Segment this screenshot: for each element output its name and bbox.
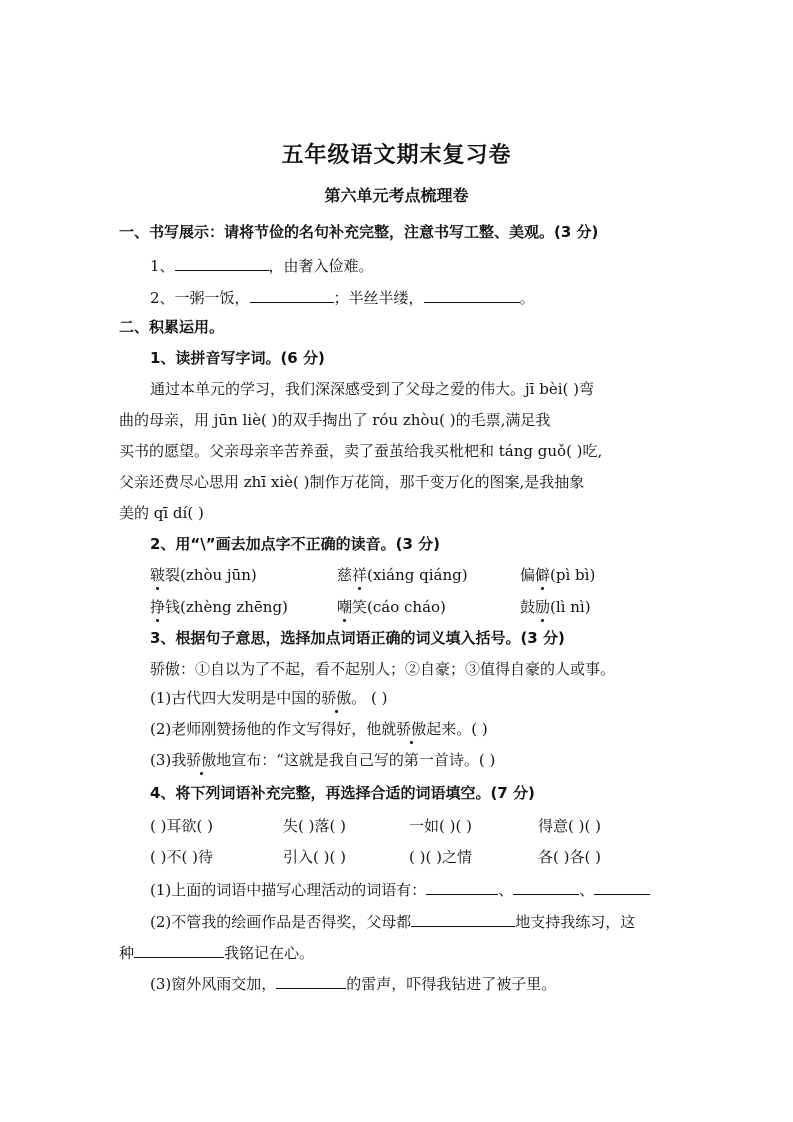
sentence-text: 种 bbox=[119, 944, 135, 962]
section-2-heading: 二、积累运用。 bbox=[119, 318, 225, 336]
sec1-q1-blank[interactable] bbox=[175, 254, 269, 271]
pinyin-options[interactable]: (zhèng zhēng) bbox=[180, 598, 288, 616]
dotted-char: 挣 bbox=[150, 598, 166, 616]
pronunciation-item bbox=[337, 564, 468, 585]
dotted-char: 嘲 bbox=[337, 598, 353, 616]
sentence-text: (3)窗外风雨交加， bbox=[150, 975, 277, 993]
sentence-1 bbox=[150, 688, 388, 708]
pronunciation-item bbox=[520, 564, 595, 585]
sentence-2 bbox=[150, 719, 488, 739]
separator: 、 bbox=[579, 881, 595, 899]
answer-blank[interactable] bbox=[276, 972, 346, 989]
word-char: 钱 bbox=[165, 598, 181, 616]
word-char: 慈 bbox=[337, 566, 353, 584]
word-char: 裂 bbox=[165, 566, 181, 584]
pinyin-options[interactable]: (xiáng qiáng) bbox=[367, 566, 468, 584]
word-char: 偏 bbox=[520, 566, 536, 584]
word-char: 笑 bbox=[352, 598, 368, 616]
dotted-char: 皲 bbox=[150, 566, 166, 584]
dotted-char: 僻 bbox=[535, 566, 551, 584]
idiom-fill[interactable]: 各( )各( ) bbox=[538, 848, 601, 866]
idiom-fill[interactable]: ( )耳欲( ) bbox=[150, 817, 213, 835]
sentence-text: (2)老师刚赞扬他的作文写得好，他就 bbox=[150, 720, 397, 738]
sentence-3 bbox=[150, 750, 495, 770]
pronunciation-item bbox=[150, 564, 257, 585]
pronunciation-item bbox=[520, 596, 591, 617]
sec1-q2-mid: ；半丝半缕， bbox=[333, 289, 424, 307]
fill-sentence-2 bbox=[150, 910, 635, 932]
pronunciation-item bbox=[150, 596, 288, 617]
sec1-q2-prefix: 2、一粥一饭， bbox=[150, 289, 250, 307]
idiom-fill[interactable]: 得意( )( ) bbox=[538, 817, 601, 835]
sec1-q2-suffix: 。 bbox=[519, 289, 535, 307]
sec1-question-2 bbox=[150, 286, 535, 308]
pinyin-paragraph-line-2: 曲的母亲，用 jūn liè( )的双手掏出了 róu zhòu( )的毛票,满足我 bbox=[119, 411, 551, 429]
dotted-word: 骄傲 bbox=[186, 751, 217, 769]
dotted-char: 励 bbox=[535, 598, 551, 616]
sentence-text: 地支持我练习，这 bbox=[515, 913, 636, 931]
idiom-fill[interactable]: ( )( )之情 bbox=[409, 848, 472, 866]
sec1-q1-suffix: ，由奢入俭难。 bbox=[268, 257, 374, 275]
answer-blank[interactable] bbox=[594, 878, 650, 895]
page-title: 五年级语文期末复习卷 bbox=[281, 143, 512, 168]
section-1-heading: 一、书写展示：请将节俭的名句补充完整，注意书写工整、美观。(3 分) bbox=[119, 223, 599, 241]
idiom-fill[interactable]: 引入( )( ) bbox=[283, 848, 346, 866]
sec2-q4-heading: 4、将下列词语补充完整，再选择合适的词语填空。(7 分) bbox=[150, 784, 535, 802]
pinyin-paragraph-line-5: 美的 qī dí( ) bbox=[119, 504, 204, 522]
pinyin-options[interactable]: (zhòu jūn) bbox=[180, 566, 257, 584]
idiom-fill[interactable]: ( )不( )待 bbox=[150, 848, 213, 866]
definition-line: 骄傲：①自以为了不起，看不起别人；②自豪；③值得自豪的人或事。 bbox=[150, 660, 616, 678]
sentence-text: (1)古代四大发明是中国的 bbox=[150, 689, 322, 707]
pinyin-options[interactable]: (cáo cháo) bbox=[367, 598, 446, 616]
fill-sentence-3 bbox=[150, 972, 556, 994]
word-char: 鼓 bbox=[520, 598, 536, 616]
idiom-fill[interactable]: 一如( )( ) bbox=[409, 817, 472, 835]
dotted-word: 骄傲 bbox=[321, 689, 352, 707]
pinyin-options[interactable]: (lì nì) bbox=[550, 598, 591, 616]
pinyin-paragraph-line-3: 买书的愿望。父亲母亲辛苦养蚕，卖了蚕茧给我买枇杷和 táng guǒ( )吃, bbox=[119, 442, 603, 460]
answer-blank[interactable] bbox=[426, 878, 498, 895]
answer-bracket[interactable]: 。 ( ) bbox=[351, 689, 388, 707]
fill-sentence-2-cont bbox=[119, 941, 314, 963]
sec2-q3-heading: 3、根据句子意思，选择加点词语正确的词义填入括号。(3 分) bbox=[150, 629, 565, 647]
sec2-q1-heading: 1、读拼音写字词。(6 分) bbox=[150, 349, 325, 367]
pinyin-options[interactable]: (pì bì) bbox=[550, 566, 596, 584]
sentence-text: (3)我 bbox=[150, 751, 187, 769]
answer-blank[interactable] bbox=[134, 941, 224, 958]
idiom-fill[interactable]: 失( )落( ) bbox=[283, 817, 346, 835]
fill-sentence-1 bbox=[150, 878, 650, 900]
sec1-q1-prefix: 1、 bbox=[150, 257, 175, 275]
sec1-q2-blank-2[interactable] bbox=[424, 286, 520, 303]
sec1-question-1 bbox=[150, 254, 374, 276]
answer-blank[interactable] bbox=[411, 910, 515, 927]
pronunciation-item bbox=[337, 596, 446, 617]
pinyin-paragraph-line-1: 通过本单元的学习，我们深深感受到了父母之爱的伟大。jī bèi( )弯 bbox=[150, 380, 594, 398]
sec1-q2-blank-1[interactable] bbox=[250, 286, 334, 303]
pinyin-paragraph-line-4: 父亲还费尽心思用 zhī xiè( )制作万花筒，那千变万化的图案,是我抽象 bbox=[119, 473, 585, 491]
answer-blank[interactable] bbox=[513, 878, 579, 895]
dotted-char: 祥 bbox=[352, 566, 368, 584]
sentence-text: 我铭记在心。 bbox=[224, 944, 315, 962]
separator: 、 bbox=[498, 881, 514, 899]
dotted-word: 骄傲 bbox=[396, 720, 427, 738]
sentence-text: 的雷声，吓得我钻进了被子里。 bbox=[346, 975, 557, 993]
answer-bracket[interactable]: 起来。( ) bbox=[426, 720, 488, 738]
sentence-text: (1)上面的词语中描写心理活动的词语有： bbox=[150, 881, 427, 899]
sec2-q2-heading: 2、用“\”画去加点字不正确的读音。(3 分) bbox=[150, 535, 441, 553]
sentence-text: (2)不管我的绘画作品是否得奖，父母都 bbox=[150, 913, 412, 931]
page-subtitle: 第六单元考点梳理卷 bbox=[324, 186, 469, 205]
answer-bracket[interactable]: 地宣布：“这就是我自己写的第一首诗。( ) bbox=[216, 751, 496, 769]
